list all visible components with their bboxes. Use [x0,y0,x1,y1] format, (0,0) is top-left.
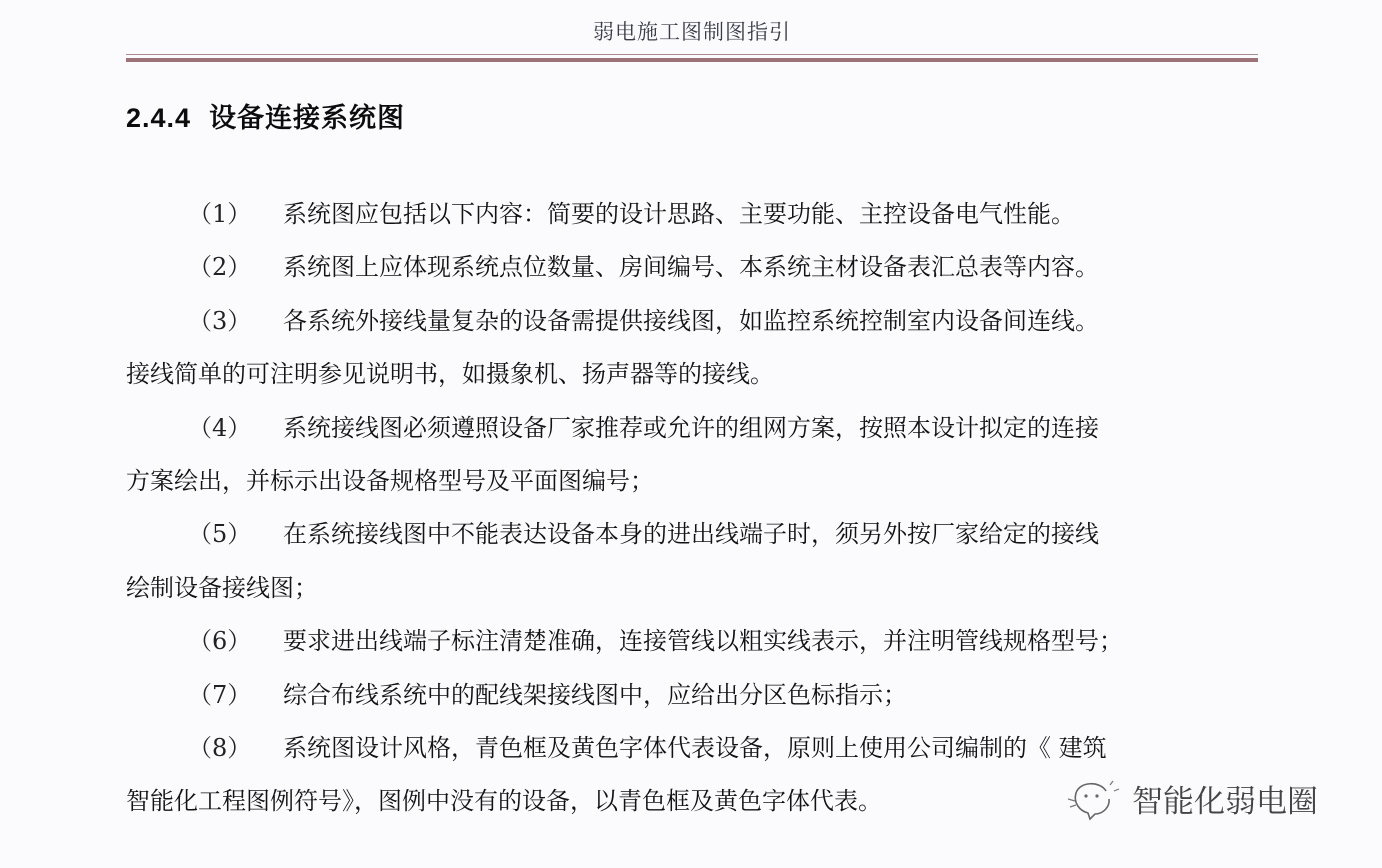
item-number: （7） [188,680,252,709]
item-list [126,188,1246,829]
watermark-text: 智能化弱电圈 [1132,784,1318,820]
item-text: 在系统接线图中不能表达设备本身的进出线端子时，须另外按厂家给定的接线 [283,520,1099,549]
list-item-3 [126,295,1246,348]
section-number: 2.4.4 [126,103,192,133]
list-item-8 [126,722,1246,775]
item-number: （8） [188,733,252,762]
item-number: （4） [188,413,252,442]
watermark [1066,776,1318,821]
item-text: 系统图应包括以下内容：简要的设计思路、主要功能、主控设备电气性能。 [283,200,1075,228]
item-text: 各系统外接线量复杂的设备需提供接线图，如监控系统控制室内设备间连线。 [283,306,1099,335]
item-text: 系统图上应体现系统点位数量、房间编号、本系统主材设备表汇总表等内容。 [283,253,1099,282]
list-item-4-continued: 方案绘出，并标示出设备规格型号及平面图编号； [126,466,654,495]
header-rule-thick [126,58,1258,62]
list-item-4 [126,402,1246,455]
item-text: 系统接线图必须遵照设备厂家推荐或允许的组网方案，按照本设计拟定的连接 [283,413,1099,442]
page-header [126,0,1258,64]
list-item-5 [126,508,1246,561]
item-number: （1） [188,200,252,228]
list-item-6 [126,615,1246,668]
section-title: 设备连接系统图 [209,103,406,134]
list-item-3-continued: 接线简单的可注明参见说明书，如摄象机、扬声器等的接线。 [126,360,774,389]
header-title: 弱电施工图制图指引 [593,20,791,44]
item-text: 系统图设计风格，青色框及黄色字体代表设备，原则上使用公司编制的《 建筑 [283,733,1107,762]
list-item-5-continued: 绘制设备接线图； [126,573,318,602]
list-item-7 [126,669,1246,722]
item-number: （2） [188,253,252,282]
header-rule-thin [126,54,1258,55]
list-item-8-continued: 智能化工程图例符号》，图例中没有的设备，以青色框及黄色字体代表。 [126,787,882,816]
list-item-2 [126,241,1246,294]
item-number: （3） [188,306,252,335]
item-text: 综合布线系统中的配线架接线图中，应给出分区色标指示； [283,680,907,709]
item-number: （5） [188,520,252,549]
item-number: （6） [188,627,252,656]
wechat-icon [1066,777,1120,821]
item-text: 要求进出线端子标注清楚准确，连接管线以粗实线表示，并注明管线规格型号； [283,627,1123,656]
section-heading [126,96,405,135]
list-item-1 [126,188,1246,241]
